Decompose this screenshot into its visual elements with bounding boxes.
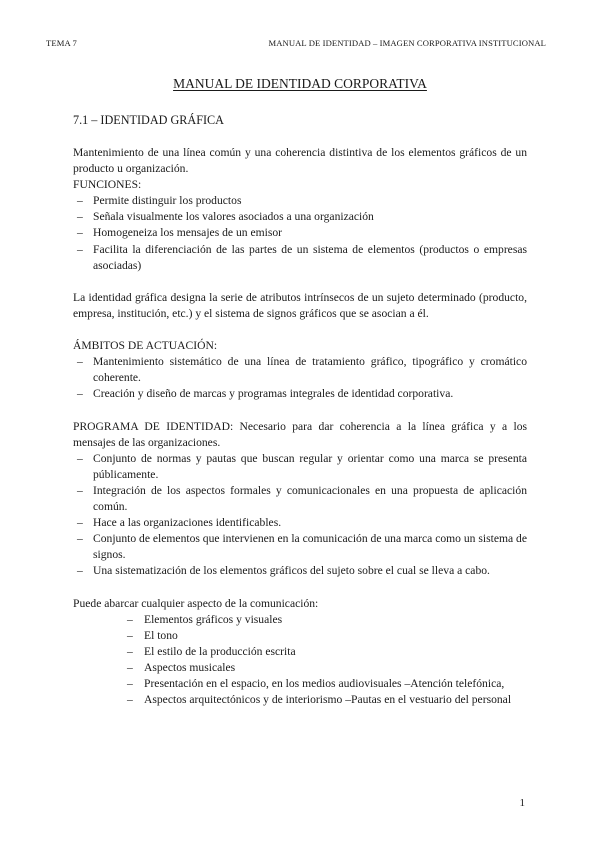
ambitos-label: ÁMBITOS DE ACTUACIÓN:	[73, 339, 218, 353]
list-item: – Homogeneiza los mensajes de un emisor	[77, 226, 282, 240]
header-right: MANUAL DE IDENTIDAD – IMAGEN CORPORATIVA INSTITUCIONAL	[268, 38, 546, 48]
document-body	[73, 145, 527, 708]
header-left: TEMA 7	[46, 38, 77, 48]
programa-paragraph: PROGRAMA DE IDENTIDAD: Necesario para dar coherencia a la línea gráfica y a los mensajes de las organizaciones.	[73, 419, 527, 449]
list-item: – Presentación en el espacio, en los medios audiovisuales –Atención telefónica,	[127, 677, 505, 691]
list-item: – Conjunto de elementos que intervienen en la comunicación de una marca como un sistema de signos.	[77, 532, 527, 562]
list-item: – Aspectos musicales	[127, 661, 236, 674]
ambitos-list	[73, 354, 527, 402]
intro-paragraph: Mantenimiento de una línea común y una coherencia distintiva de los elementos gráficos de un producto u organización.	[73, 146, 527, 176]
page-number: 1	[519, 797, 525, 809]
list-item: – Una sistematización de los elementos gráficos del sujeto sobre el cual se lleva a cabo.	[77, 564, 490, 578]
list-item: – Señala visualmente los valores asociados a una organización	[77, 210, 374, 224]
list-item: – Hace a las organizaciones identificables.	[77, 516, 282, 530]
funciones-label: FUNCIONES:	[73, 178, 142, 192]
list-item: – Integración de los aspectos formales y comunicacionales en una propuesta de aplicación común.	[77, 483, 527, 514]
list-item: – Permite distinguir los productos	[77, 194, 242, 208]
programa-list	[73, 451, 527, 580]
list-item: – Elementos gráficos y visuales	[127, 612, 283, 626]
document-title: MANUAL DE IDENTIDAD CORPORATIVA	[173, 76, 427, 91]
definicion-paragraph: La identidad gráfica designa la serie de atributos intrínsecos de un sujeto determinado (producto, empresa, institución, etc.) y el sistema de signos gráficos que se asocian a él.	[73, 290, 527, 320]
abarcar-list	[73, 612, 527, 709]
abarcar-paragraph: Puede abarcar cualquier aspecto de la comunicación:	[73, 596, 319, 610]
list-item: – Aspectos arquitectónicos y de interiorismo –Pautas en el vestuario del personal	[127, 693, 512, 707]
list-item: – Facilita la diferenciación de las partes de un sistema de elementos (productos o empresas asociadas)	[77, 242, 527, 272]
section-heading: 7.1 – IDENTIDAD GRÁFICA	[73, 113, 224, 127]
list-item: – Creación y diseño de marcas y programas integrales de identidad corporativa.	[77, 387, 454, 401]
list-item: – Mantenimiento sistemático de una línea de tratamiento gráfico, tipográfico y cromático coherente.	[77, 355, 527, 385]
list-item: – El tono	[127, 628, 178, 642]
funciones-list	[73, 193, 527, 273]
list-item: – Conjunto de normas y pautas que buscan regular y orientar como una marca se presenta públicamente.	[77, 451, 527, 481]
list-item: – El estilo de la producción escrita	[127, 644, 296, 658]
